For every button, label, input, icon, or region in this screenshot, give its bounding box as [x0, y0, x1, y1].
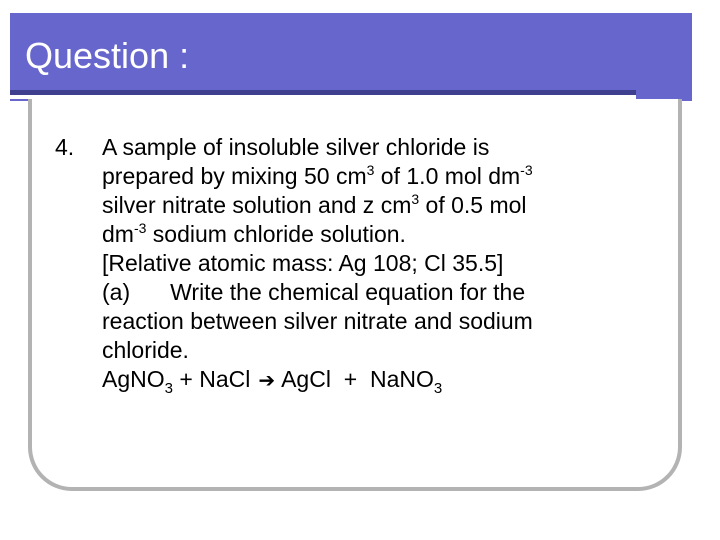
question-number: 4.	[55, 134, 75, 160]
part-a-label: (a)	[102, 279, 131, 305]
reactant-nacl: NaCl	[199, 366, 251, 392]
question-text-3a: silver nitrate solution and z cm	[102, 192, 412, 218]
chemical-equation	[55, 365, 675, 397]
question-line-2	[55, 162, 675, 191]
superscript: 3	[366, 162, 375, 178]
question-text-4a: dm	[102, 221, 134, 247]
slide-title: Question :	[25, 35, 190, 76]
subscript: 3	[164, 380, 173, 397]
question-line-1	[55, 133, 675, 162]
arrow-icon: ➔	[258, 370, 276, 392]
question-text-2b: of 1.0 mol dm	[374, 163, 521, 189]
reactant-no: NO	[130, 366, 165, 392]
question-body	[55, 133, 675, 397]
question-text-1: A sample of insoluble silver chloride is	[102, 134, 490, 160]
superscript: 3	[411, 191, 420, 207]
question-line-3	[55, 191, 675, 220]
superscript: -3	[520, 162, 533, 178]
part-a-text-1: Write the chemical equation for the	[170, 279, 526, 305]
reactant-ag: Ag	[102, 366, 131, 392]
part-a-line-3: chloride.	[102, 337, 189, 363]
superscript: -3	[133, 220, 147, 236]
plus-sign: +	[330, 366, 370, 392]
title-bar-edge	[692, 13, 720, 101]
part-a-line-2: reaction between silver nitrate and sodium	[102, 308, 533, 334]
product-nano: NaNO	[369, 366, 434, 392]
part-a-line-1	[55, 278, 675, 307]
question-text-3b: of 0.5 mol	[419, 192, 527, 218]
product-agcl: AgCl	[281, 366, 331, 392]
relative-atomic-mass: [Relative atomic mass: Ag 108; Cl 35.5]	[102, 250, 504, 276]
plus-sign: +	[172, 366, 200, 392]
question-text-2a: prepared by mixing 50 cm	[102, 163, 367, 189]
subscript: 3	[433, 380, 443, 397]
question-text-4b: sodium chloride solution.	[146, 221, 406, 247]
question-line-4	[55, 220, 675, 249]
